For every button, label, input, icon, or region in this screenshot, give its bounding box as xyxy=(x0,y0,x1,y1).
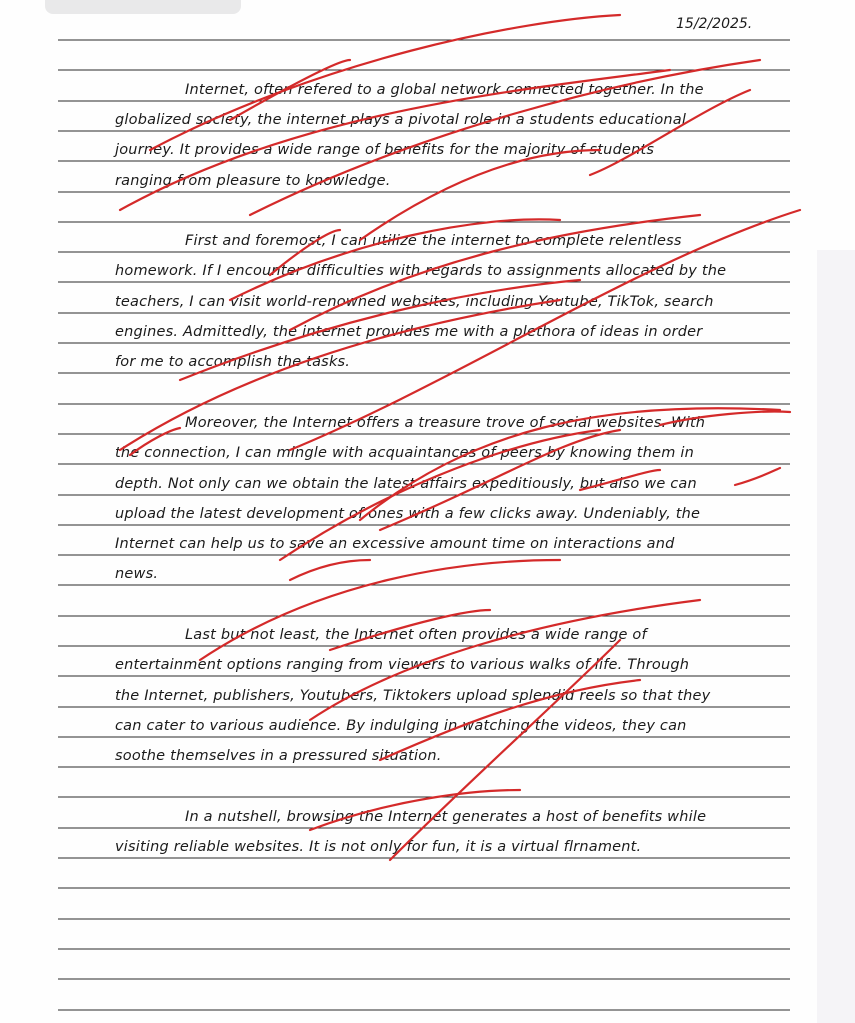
paragraph-line: homework. If I encounter difficulties with regards to assignments allocated by the xyxy=(115,263,727,279)
paragraph-line: Last but not least, the Internet often provides a wide range of xyxy=(185,627,647,643)
paragraph-line: entertainment options ranging from viewers to various walks of life. Through xyxy=(115,657,690,673)
paragraph-line: can cater to various audience. By indulging in watching the videos, they can xyxy=(115,718,687,734)
paragraph-line: ranging from pleasure to knowledge. xyxy=(115,173,391,189)
paragraph-line: depth. Not only can we obtain the latest affairs expeditiously, but also we can xyxy=(115,476,697,492)
paragraph-line: the connection, I can mingle with acquaintances of peers by knowing them in xyxy=(115,445,694,461)
paragraph-line: Internet can help us to save an excessive amount time on interactions and xyxy=(115,536,675,552)
paragraph-line: visiting reliable websites. It is not only for fun, it is a virtual flrnament. xyxy=(115,839,642,855)
paragraph-line: news. xyxy=(115,566,159,582)
paragraph-line: for me to accomplish the tasks. xyxy=(115,354,351,370)
date: 15/2/2025. xyxy=(676,16,753,32)
paragraph-line: In a nutshell, browsing the Internet generates a host of benefits while xyxy=(185,809,707,825)
paragraph-line: soothe themselves in a pressured situation. xyxy=(115,748,442,764)
paragraph-line: First and foremost, I can utilize the internet to complete relentless xyxy=(185,233,682,249)
paragraph-line: the Internet, publishers, Youtubers, Tiktokers upload splendid reels so that they xyxy=(115,688,711,704)
paragraph-line: engines. Admittedly, the internet provides me with a plethora of ideas in order xyxy=(115,324,703,340)
paragraph-line: journey. It provides a wide range of benefits for the majority of students xyxy=(115,142,655,158)
paragraph-line: upload the latest development of ones with a few clicks away. Undeniably, the xyxy=(115,506,701,522)
paragraph-line: Internet, often refered to a global network connected together. In the xyxy=(185,82,704,98)
paragraph-line: globalized society, the internet plays a pivotal role in a students educational xyxy=(115,112,687,128)
paragraph-line: teachers, I can visit world-renowned websites, including Youtube, TikTok, search xyxy=(115,294,714,310)
paragraph-line: Moreover, the Internet offers a treasure trove of social websites. With xyxy=(185,415,706,431)
